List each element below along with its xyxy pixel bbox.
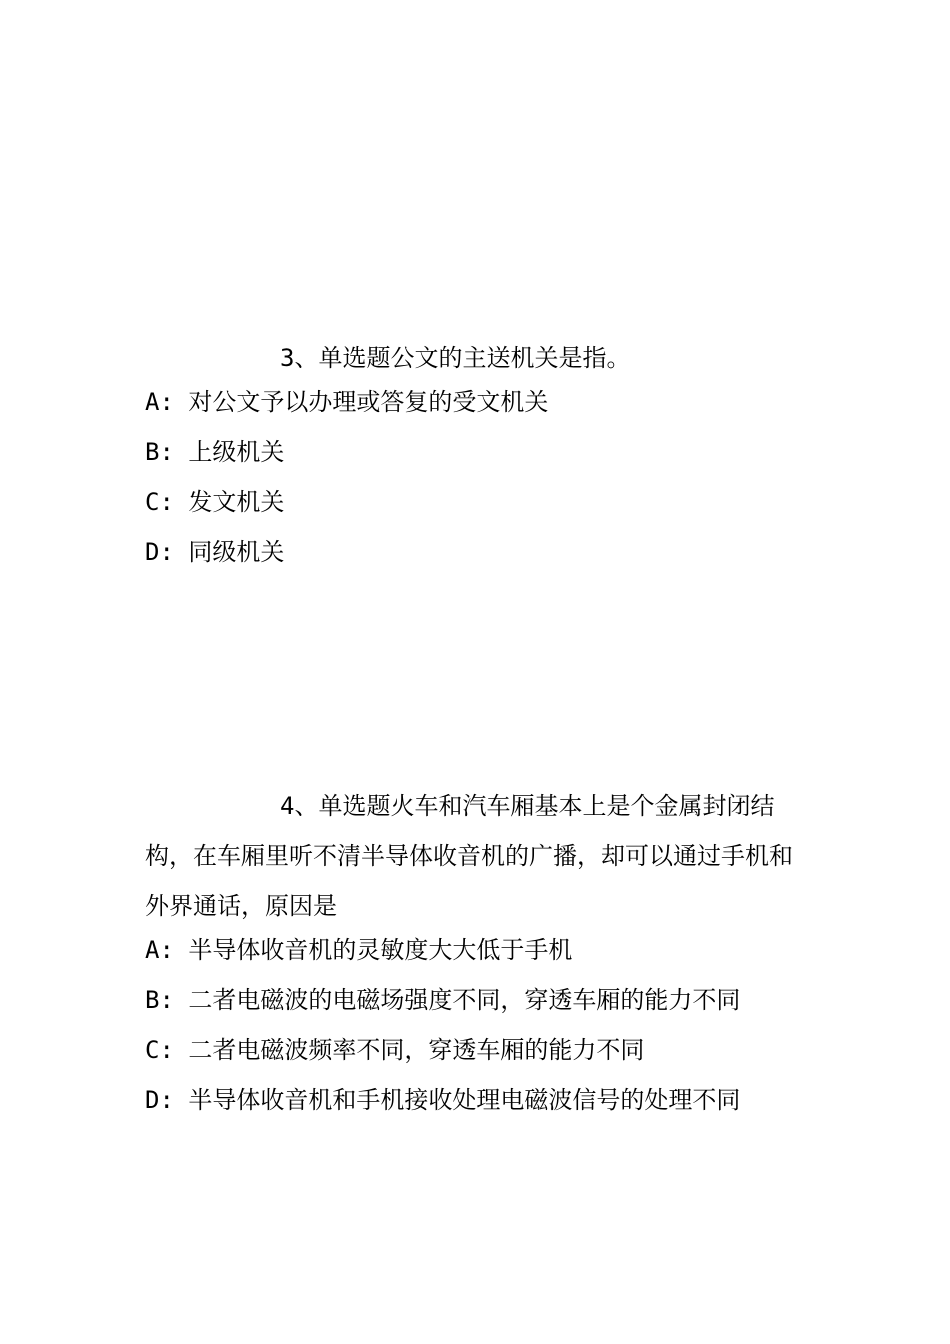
question-text-end: 。 xyxy=(606,344,631,372)
question-4 xyxy=(145,781,810,1131)
option-d: D: 同级机关 xyxy=(145,538,285,566)
question-type: 单选题 xyxy=(318,792,391,820)
question-type: 单选题 xyxy=(318,344,391,372)
option-b: B: 上级机关 xyxy=(145,438,285,466)
question-3 xyxy=(145,333,810,583)
question-text: 火车和汽车厢基本上是个金属封闭结构，在车厢里听不清半导体收音机的广播，却可以通过手机和外界通话，原因是 xyxy=(145,792,793,920)
option-a: A: 半导体收音机的灵敏度大大低于手机 xyxy=(145,936,573,964)
question-number: 4、 xyxy=(280,792,319,820)
question-number: 3、 xyxy=(280,344,319,372)
option-b: B: 二者电磁波的电磁场强度不同，穿透车厢的能力不同 xyxy=(145,986,741,1014)
option-list xyxy=(145,931,810,1131)
option-c: C: 二者电磁波频率不同，穿透车厢的能力不同 xyxy=(145,1036,645,1064)
option-c: C: 发文机关 xyxy=(145,488,285,516)
option-d: D: 半导体收音机和手机接收处理电磁波信号的处理不同 xyxy=(145,1086,741,1114)
question-text: 公文的主送机关是指 xyxy=(390,344,607,372)
question-stem xyxy=(145,333,810,383)
question-stem xyxy=(145,781,810,931)
option-a: A: 对公文予以办理或答复的受文机关 xyxy=(145,388,549,416)
option-list xyxy=(145,383,810,583)
